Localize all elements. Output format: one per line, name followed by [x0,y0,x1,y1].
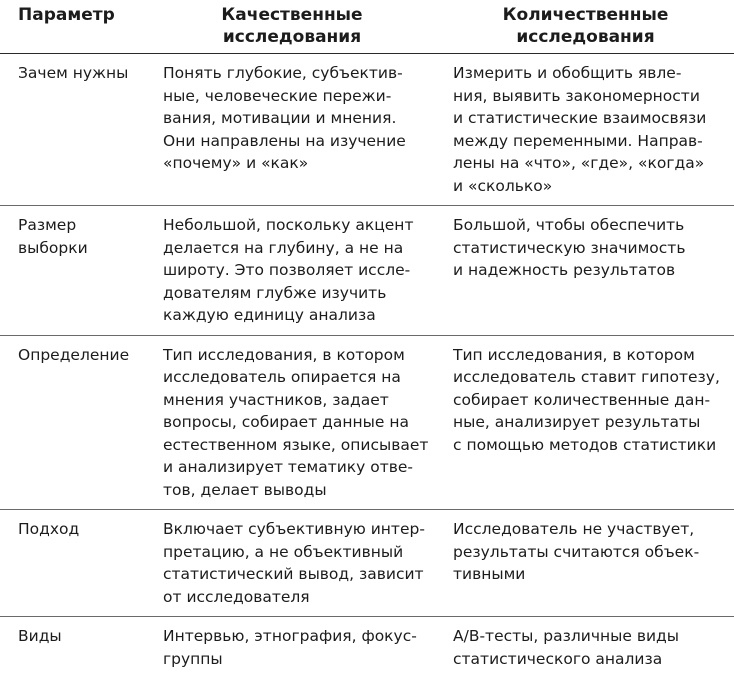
table-row [0,510,734,617]
row-quantitative: Измерить и обобщить явле- ния, выявить закономерности и статистические взаимосвязи между переменными. Направ- лены на «что», «где», «когда» и «сколько» [437,54,734,206]
table-row [0,206,734,336]
row-param: Виды [0,617,147,678]
row-param: Подход [0,510,147,617]
row-qualitative: Небольшой, поскольку акцент делается на глубину, а не на широту. Это позволяет иссле- дователям глубже изучить каждую единицу анализа [147,206,437,336]
header-param: Параметр [0,0,147,54]
table-row [0,335,734,510]
row-quantitative: A/B-тесты, различные виды статистического анализа [437,617,734,678]
row-qualitative: Понять глубокие, субъектив- ные, человеческие пережи- вания, мотивации и мнения. Они направлены на изучение «почему» и «как» [147,54,437,206]
header-quantitative: Количественные исследования [437,0,734,54]
row-quantitative: Большой, чтобы обеспечить статистическую значимость и надежность результатов [437,206,734,336]
row-qualitative: Интервью, этнография, фокус- группы [147,617,437,678]
header-qualitative: Качественные исследования [147,0,437,54]
row-param: Размер выборки [0,206,147,336]
table-row [0,54,734,206]
row-qualitative: Включает субъективную интер- претацию, а не объективный статистический вывод, зависит от исследователя [147,510,437,617]
row-quantitative: Тип исследования, в котором исследователь ставит гипотезу, собирает количественные дан- ные, анализирует результаты с помощью методов статистики [437,335,734,510]
table-header-row [0,0,734,54]
row-qualitative: Тип исследования, в котором исследователь опирается на мнения участников, задает вопросы, собирает данные на естественном языке, описывает и анализирует тематику отве- тов, делает выводы [147,335,437,510]
row-param: Зачем нужны [0,54,147,206]
row-quantitative: Исследователь не участвует, результаты считаются объек- тивными [437,510,734,617]
table-row [0,617,734,678]
row-param: Определение [0,335,147,510]
